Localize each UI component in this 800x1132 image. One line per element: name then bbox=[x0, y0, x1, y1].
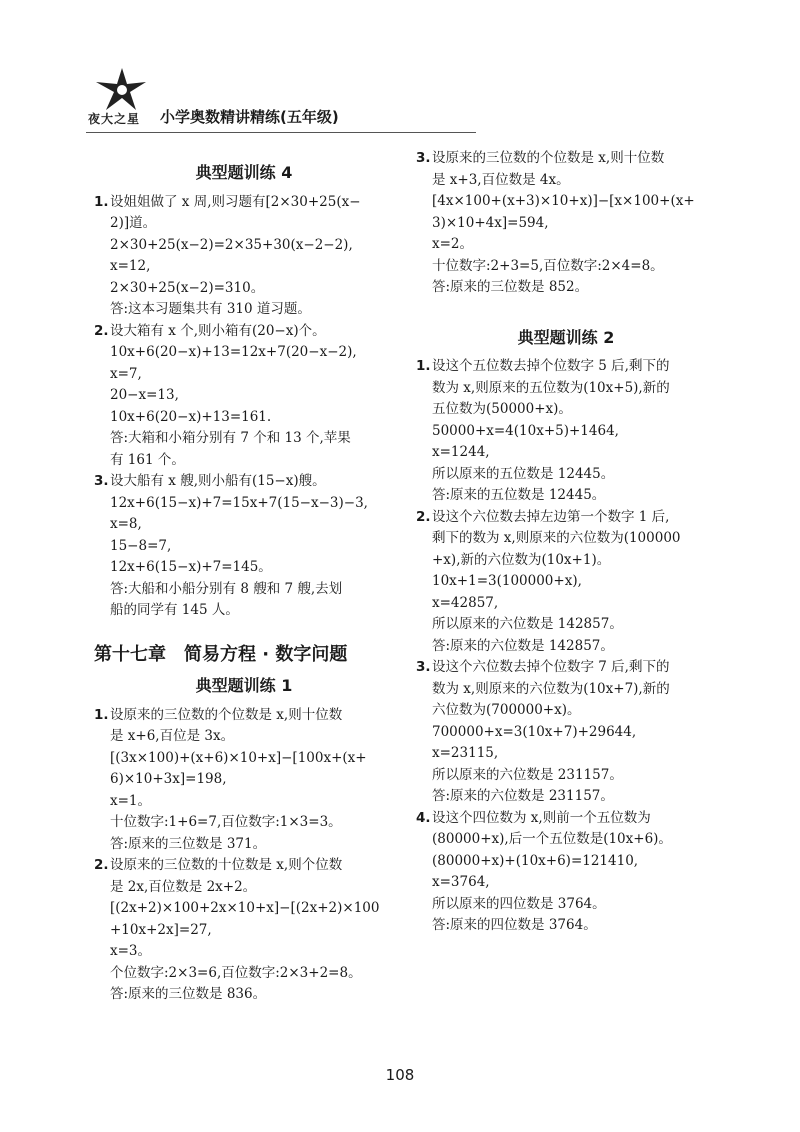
problem-line: 设原来的三位数的十位数是 x,则个位数 bbox=[110, 857, 343, 873]
problem-line: 设这个五位数去掉个位数字 5 后,剩下的 bbox=[432, 358, 670, 374]
problem-line: (80000+x)+(10x+6)=121410, bbox=[432, 852, 639, 869]
problem-item bbox=[416, 657, 716, 808]
problem-item bbox=[94, 705, 394, 856]
problem-number: 1. bbox=[94, 706, 109, 723]
problem-line: 是 2x,百位数是 2x+2。 bbox=[110, 878, 257, 895]
problem-line: 答:原来的五位数是 12445。 bbox=[432, 487, 606, 503]
problem-line: [(3x×100)+(x+6)×10+x]−[100x+(x+ bbox=[110, 749, 367, 766]
problem-item bbox=[416, 148, 716, 299]
problem-line: 2×30+25(x−2)=310。 bbox=[110, 279, 265, 296]
problem-line: +10x+2x]=27, bbox=[110, 921, 212, 938]
problem-line: 数为 x,则原来的六位数为(10x+7),新的 bbox=[432, 680, 670, 697]
problem-number: 3. bbox=[416, 659, 431, 675]
problem-line: +x),新的六位数为(10x+1)。 bbox=[432, 551, 611, 568]
problem-line: x=23115, bbox=[432, 745, 499, 761]
problem-line: 所以原来的六位数是 142857。 bbox=[432, 616, 623, 632]
problem-line: 答:大箱和小箱分别有 7 个和 13 个,苹果 bbox=[110, 430, 351, 446]
problem-line: 20−x=13, bbox=[110, 387, 179, 403]
right-column bbox=[416, 148, 716, 937]
problem-number: 2. bbox=[416, 508, 431, 525]
problem-line: 答:原来的四位数是 3764。 bbox=[432, 917, 597, 933]
problem-number: 3. bbox=[94, 473, 109, 489]
problem-line: 有 161 个。 bbox=[110, 451, 185, 468]
section-spacer bbox=[416, 299, 716, 317]
problem-line: 设这个六位数去掉个位数字 7 后,剩下的 bbox=[432, 659, 670, 675]
problem-number: 1. bbox=[416, 358, 431, 374]
problem-line: [4x×100+(x+3)×10+x)]−[x×100+(x+ bbox=[432, 193, 695, 209]
section-title: 典型题训练 1 bbox=[195, 676, 293, 695]
problem-line: 船的同学有 145 人。 bbox=[110, 602, 239, 618]
problem-line: (80000+x),后一个五位数是(10x+6)。 bbox=[432, 831, 672, 847]
problem-line: 答:原来的六位数是 231157。 bbox=[432, 788, 614, 804]
problem-line: x=1244, bbox=[432, 444, 490, 460]
problem-line: x=1。 bbox=[110, 792, 152, 809]
left-column bbox=[94, 152, 394, 1006]
problem-line: 10x+6(20−x)+13=12x+7(20−x−2), bbox=[110, 344, 357, 360]
problem-line: 数为 x,则原来的五位数为(10x+5),新的 bbox=[432, 379, 670, 396]
book-title: 小学奥数精讲精练(五年级) bbox=[160, 108, 339, 126]
problem-line: 6)×10+3x]=198, bbox=[110, 771, 227, 787]
problem-line: x=8, bbox=[110, 516, 142, 532]
problem-line: 设这个四位数为 x,则前一个五位数为 bbox=[432, 809, 651, 826]
chapter-title: 第十七章 简易方程 · 数字问题 bbox=[94, 643, 348, 665]
problem-line: 答:大船和小船分别有 8 艘和 7 艘,去划 bbox=[110, 580, 343, 597]
problem-line: 15−8=7, bbox=[110, 537, 172, 554]
problem-number: 2. bbox=[94, 857, 109, 873]
problem-line: 是 x+3,百位数是 4x。 bbox=[432, 171, 570, 188]
problem-item bbox=[416, 808, 716, 937]
problem-item bbox=[416, 507, 716, 658]
problem-line: 10x+1=3(100000+x), bbox=[432, 573, 582, 589]
problem-line: 五位数为(50000+x)。 bbox=[432, 401, 572, 417]
problem-line: 答:原来的六位数是 142857。 bbox=[432, 637, 614, 654]
problem-line: 设大船有 x 艘,则小船有(15−x)艘。 bbox=[110, 473, 326, 489]
problem-item bbox=[94, 321, 394, 472]
problem-line: 设大箱有 x 个,则小箱有(20−x)个。 bbox=[110, 322, 326, 339]
problem-line: 700000+x=3(10x+7)+29644, bbox=[432, 723, 637, 740]
problem-number: 3. bbox=[416, 150, 431, 166]
problem-line: 所以原来的六位数是 231157。 bbox=[432, 766, 623, 783]
problem-number: 2. bbox=[94, 322, 109, 339]
problem-line: 答:这本习题集共有 310 道习题。 bbox=[110, 301, 311, 317]
section-title: 典型题训练 2 bbox=[517, 327, 615, 347]
problem-line: 3)×10+4x]=594, bbox=[432, 214, 549, 231]
problem-line: 答:原来的三位数是 836。 bbox=[110, 986, 267, 1002]
problem-item bbox=[94, 192, 394, 321]
problem-list bbox=[416, 148, 716, 299]
problem-line: 十位数字:2+3=5,百位数字:2×4=8。 bbox=[432, 257, 664, 274]
problem-line: 是 x+6,百位是 3x。 bbox=[110, 728, 235, 744]
page-number: 108 bbox=[385, 1066, 415, 1084]
problem-line: x=7, bbox=[110, 365, 142, 382]
problem-line: x=42857, bbox=[432, 594, 499, 611]
problem-line: 设原来的三位数的个位数是 x,则十位数 bbox=[432, 150, 665, 166]
problem-item bbox=[94, 855, 394, 1006]
problem-line: 个位数字:2×3=6,百位数字:2×3+2=8。 bbox=[110, 964, 362, 981]
problem-line: 12x+6(15−x)+7=15x+7(15−x−3)−3, bbox=[110, 494, 368, 511]
problem-line: 答:原来的三位数是 852。 bbox=[432, 279, 589, 295]
problem-line: 所以原来的四位数是 3764。 bbox=[432, 895, 606, 912]
problem-line: 设姐姐做了 x 周,则习题有[2×30+25(x− bbox=[110, 193, 361, 210]
page-header bbox=[86, 66, 476, 136]
problem-line: 所以原来的五位数是 12445。 bbox=[432, 465, 615, 482]
problem-line: 10x+6(20−x)+13=161. bbox=[110, 408, 272, 425]
problem-line: x=3。 bbox=[110, 943, 152, 959]
problem-line: 设原来的三位数的个位数是 x,则十位数 bbox=[110, 706, 343, 723]
problem-line: 50000+x=4(10x+5)+1464, bbox=[432, 422, 619, 439]
logo-text: 夜大之星 bbox=[88, 112, 141, 126]
header-rule bbox=[86, 132, 476, 133]
problem-number: 1. bbox=[94, 193, 109, 210]
problem-list bbox=[94, 705, 394, 1006]
problem-line: 剩下的数为 x,则原来的六位数为(100000 bbox=[432, 530, 681, 546]
problem-line: x=3764, bbox=[432, 874, 490, 890]
problem-line: 2×30+25(x−2)=2×35+30(x−2−2), bbox=[110, 236, 353, 253]
problem-line: 2)]道。 bbox=[110, 215, 157, 231]
problem-line: x=12, bbox=[110, 258, 151, 274]
problem-line: 六位数为(700000+x)。 bbox=[432, 702, 581, 718]
problem-line: 12x+6(15−x)+7=145。 bbox=[110, 559, 272, 575]
section-title: 典型题训练 4 bbox=[195, 163, 293, 182]
problem-line: 十位数字:1+6=7,百位数字:1×3=3。 bbox=[110, 814, 342, 830]
problem-item bbox=[416, 356, 716, 507]
problem-line: [(2x+2)×100+2x×10+x]−[(2x+2)×100 bbox=[110, 900, 380, 916]
problem-number: 4. bbox=[416, 809, 431, 826]
problem-item bbox=[94, 471, 394, 622]
problem-line: 答:原来的三位数是 371。 bbox=[110, 835, 267, 852]
problem-list bbox=[416, 356, 716, 937]
star-logo-icon bbox=[92, 66, 152, 114]
problem-line: x=2。 bbox=[432, 236, 474, 252]
problem-line: 设这个六位数去掉左边第一个数字 1 后, bbox=[432, 508, 670, 525]
problem-list bbox=[94, 192, 394, 622]
